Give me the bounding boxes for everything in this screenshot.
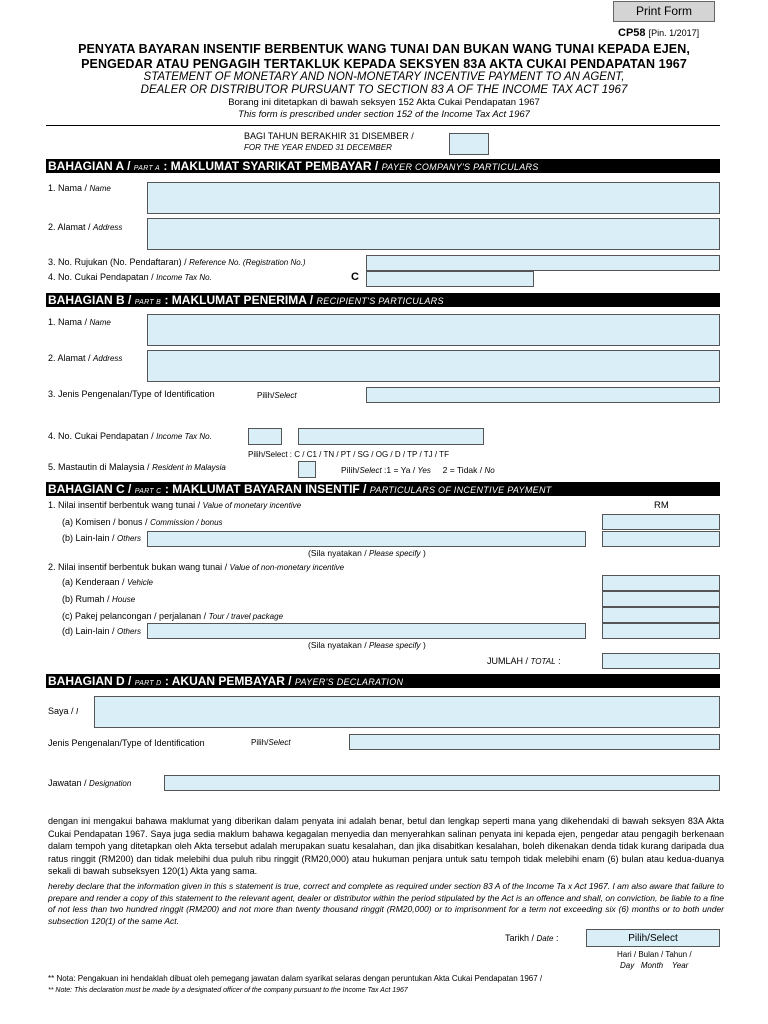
print-form-button[interactable]: Print Form [613, 1, 715, 22]
part-b-id-select-en: Select [274, 391, 297, 400]
part-c-specify-2-close: ) [422, 640, 426, 650]
part-c-specify-2-ms: (Sila nyatakan / [308, 640, 367, 650]
part-d-id-select-en: Select [268, 738, 291, 747]
part-a-name-en: Name [89, 184, 111, 193]
part-c-specify-1-close: ) [422, 548, 426, 558]
part-d-saya-en: I [76, 707, 79, 716]
part-c-commission-label [62, 517, 223, 527]
part-b-header [46, 293, 720, 307]
note-ms: ** Nota: Pengakuan ini hendaklah dibuat oleh pemegang jawatan dalam syarikat selaras dengan peruntukan Akta Cukai Pendapatan 1967 / [48, 974, 543, 983]
part-b-tax-label [48, 431, 212, 441]
designation-field[interactable] [164, 775, 720, 791]
part-d-header [46, 674, 720, 688]
part-b-resident-hint-en: Select [359, 466, 382, 475]
part-c-others-en: Others [117, 534, 142, 543]
year-input[interactable] [449, 133, 489, 155]
part-b-tax-en: Income Tax No. [156, 432, 212, 441]
part-c-header [46, 482, 720, 496]
date-format-en: Day Month Year [620, 961, 689, 970]
form-code-label: CP58 [618, 27, 646, 39]
tax-prefix-c: C [351, 271, 359, 283]
part-b-resident-hint-yes: Yes [417, 466, 431, 475]
part-a-tax-text: 4. No. Cukai Pendapatan / [48, 272, 154, 282]
part-b-resident-label [48, 462, 226, 472]
part-d-heading-en: PAYER'S DECLARATION [294, 677, 404, 687]
part-c-others2-en: Others [117, 627, 142, 636]
part-d-id-select-hint [251, 738, 291, 747]
nonmonetary-others-specify-field[interactable] [147, 623, 586, 639]
form-version: [Pin. 1/2017] [648, 28, 700, 38]
part-c-house-label [62, 594, 135, 604]
part-a-heading: : MAKLUMAT SYARIKAT PEMBAYAR / [163, 159, 379, 173]
part-b-resident-hint [341, 465, 495, 475]
title-line-1: PENYATA BAYARAN INSENTIF BERBENTUK WANG TUNAI DAN BUKAN WANG TUNAI KEPADA EJEN, [78, 42, 690, 56]
part-c-vehicle-label [62, 577, 153, 587]
recipient-id-type-select[interactable] [366, 387, 720, 403]
part-b-name-text: 1. Nama / [48, 317, 88, 327]
part-a-ref-en: Reference No. (Registration No.) [189, 258, 306, 267]
part-a-title: BAHAGIAN A / [48, 159, 131, 173]
part-c-monetary-en: Value of monetary incentive [202, 501, 302, 510]
part-c-tour-text: (c) Pakej pelancongan / perjalanan / [62, 611, 207, 621]
part-c-monetary-label [48, 500, 301, 510]
declaration-ms: dengan ini mengakui bahawa maklumat yang diberikan dalam penyata ini adalah benar, betul dan lengkap seperti mana yang dikehendaki di bawah seksyen 83A Akta Cukai Pendapatan 1967. Saya juga sedia maklum bahawa kegagalan menyedia dan menyerahkan salinan penyata ini kepada ejen, pengedar atau pengagih berkenaan dalam tempoh yang ditetapkan oleh Akta tersebut adalah merupakan suatu kesalahan, dan jika disabitkan kesalahan, boleh dikenakan denda tidak kurang daripada dua ratus ringgit (RM200) dan tidak melebihi dua puluh ribu ringgit (RM20,000) atau hukuman penjara untuk satu tempoh tidak melebihi enam (6) bulan atau kedua-duanya sekali di bawah subseksyen 120(1) Akta yang sama. [48, 816, 724, 876]
part-d-saya-label [48, 706, 78, 716]
year-label: BAGI TAHUN BERAKHIR 31 DISEMBER / [244, 131, 414, 141]
date-format-ms: Hari / Bulan / Tahun / [617, 950, 692, 959]
part-a-ref-text: 3. No. Rujukan (No. Pendaftaran) / [48, 257, 187, 267]
part-b-address-text: 2. Alamat / [48, 353, 91, 363]
part-c-others-label [62, 533, 141, 543]
payer-address-field[interactable] [147, 218, 720, 250]
part-c-total-label [487, 656, 561, 666]
part-b-resident-en: Resident in Malaysia [152, 463, 226, 472]
total-amount-field[interactable] [602, 653, 720, 669]
part-b-address-label [48, 353, 122, 363]
part-c-total-en: TOTAL [530, 657, 556, 666]
part-c-others-text: (b) Lain-lain / [62, 533, 115, 543]
part-c-title: BAHAGIAN C / [48, 482, 132, 496]
part-d-id-label: Jenis Pengenalan/Type of Identification [48, 738, 205, 748]
part-b-id-select-ms: Pilih/ [257, 391, 275, 400]
part-b-id-select-hint [257, 391, 297, 400]
part-d-heading: : AKUAN PEMBAYAR / [164, 674, 292, 688]
part-b-name-label [48, 317, 111, 327]
subtitle-line-1: STATEMENT OF MONETARY AND NON-MONETARY INCENTIVE PAYMENT TO AN AGENT, [143, 71, 625, 83]
date-select-value: Pilih/Select [628, 933, 678, 944]
year-label-en: FOR THE YEAR ENDED 31 DECEMBER [244, 143, 392, 152]
part-b-resident-hint-ms: Pilih/ [341, 465, 360, 475]
recipient-tax-number-field[interactable] [298, 428, 484, 445]
part-c-total-colon: : [558, 656, 561, 666]
part-c-house-en: House [112, 595, 136, 604]
recipient-tax-prefix-select[interactable] [248, 428, 282, 445]
part-c-others2-text: (d) Lain-lain / [62, 626, 115, 636]
payer-reference-field[interactable] [366, 255, 720, 271]
declarant-id-type-select[interactable] [349, 734, 720, 750]
part-d-id-select-ms: Pilih/ [251, 738, 269, 747]
tour-amount-field[interactable] [602, 607, 720, 623]
date-label-colon: : [555, 933, 559, 943]
part-d-designation-en: Designation [89, 779, 132, 788]
part-b-resident-hint-2: 2 = Tidak / [442, 465, 485, 475]
part-c-monetary-text: 1. Nilai insentif berbentuk wang tunai / [48, 500, 201, 510]
part-a-part: PART A [133, 165, 160, 172]
part-c-commission-text: (a) Komisen / bonus / [62, 517, 148, 527]
part-a-tax-en: Income Tax No. [156, 273, 212, 282]
part-c-vehicle-en: Vehicle [127, 578, 154, 587]
part-d-saya-text: Saya / [48, 706, 74, 716]
part-b-tax-hint [248, 450, 449, 459]
title-line-2: PENGEDAR ATAU PENGAGIH TERTAKLUK KEPADA SEKSYEN 83A AKTA CUKAI PENDAPATAN 1967 [81, 57, 687, 71]
part-c-tour-en: Tour / travel package [208, 612, 284, 621]
part-c-total-text: JUMLAH / [487, 656, 529, 666]
resident-select[interactable] [298, 461, 316, 478]
part-c-nonmonetary-label [48, 562, 344, 572]
monetary-others-specify-field[interactable] [147, 531, 586, 547]
monetary-others-amount-field[interactable] [602, 531, 720, 547]
prescribed-ms: Borang ini ditetapkan di bawah seksyen 152 Akta Cukai Pendapatan 1967 [228, 97, 540, 108]
part-c-nonmonetary-text: 2. Nilai insentif berbentuk bukan wang tunai / [48, 562, 228, 572]
part-a-ref-label [48, 257, 306, 267]
recipient-name-field[interactable] [147, 314, 720, 346]
part-c-tour-label [62, 611, 283, 621]
date-select[interactable] [586, 929, 720, 947]
date-label-en: Date [536, 934, 554, 943]
part-c-specify-2 [308, 640, 426, 650]
part-a-address-text: 2. Alamat / [48, 222, 91, 232]
part-c-vehicle-text: (a) Kenderaan / [62, 577, 125, 587]
part-b-tax-hint-codes: C / C1 / TN / PT / SG / OG / D / TP / TJ / TF [294, 450, 449, 459]
prescribed-en: This form is prescribed under section 152 of the Income Tax Act 1967 [238, 109, 530, 120]
part-c-specify-2-en: Please specify [368, 641, 421, 650]
part-c-specify-1-ms: (Sila nyatakan / [308, 548, 367, 558]
part-b-id-label: 3. Jenis Pengenalan/Type of Identification [48, 389, 215, 399]
payer-name-field[interactable] [147, 182, 720, 214]
header-divider [46, 125, 720, 126]
payer-tax-number-field[interactable] [366, 271, 534, 287]
part-a-name-text: 1. Nama / [48, 183, 88, 193]
part-b-resident-hint-1: :1 = Ya / [381, 465, 418, 475]
subtitle-line-2: DEALER OR DISTRIBUTOR PURSUANT TO SECTION 83 A OF THE INCOME TAX ACT 1967 [140, 84, 628, 96]
vehicle-amount-field[interactable] [602, 575, 720, 591]
part-c-nonmonetary-en: Value of non-monetary incentive [229, 563, 345, 572]
part-b-resident-hint-no: No [484, 466, 495, 475]
part-d-title: BAHAGIAN D / [48, 674, 132, 688]
part-b-heading-en: RECIPIENT'S PARTICULARS [316, 296, 444, 306]
part-a-address-label [48, 222, 122, 232]
date-label [505, 933, 558, 943]
nonmonetary-others-amount-field[interactable] [602, 623, 720, 639]
part-c-house-text: (b) Rumah / [62, 594, 110, 604]
part-c-part: PART C [134, 488, 162, 495]
part-b-tax-text: 4. No. Cukai Pendapatan / [48, 431, 154, 441]
declarant-name-field[interactable] [94, 696, 720, 728]
part-a-name-label [48, 183, 111, 193]
note-en: ** Note: This declaration must be made by a designated officer of the company pursuant to the Income Tax Act 1967 [48, 987, 408, 994]
commission-amount-field[interactable] [602, 514, 720, 530]
form-code [618, 27, 699, 39]
part-b-title: BAHAGIAN B / [48, 293, 132, 307]
part-b-tax-hint-ms: Pilih/Select : [248, 450, 295, 459]
declaration-en: hereby declare that the information given in this s statement is true, correct and complete as required under section 83 A of the Income Ta x Act 1967. I am also aware that failure to prepare and render a copy of this statement to the relevant agent, dealer or distributor within the period stipulated by the Act is an offence and shall, on conviction, be liable to a fine of not less than two hundred ringgit (RM200) and not more than twenty thousand ringgit (RM20,000) or to imprisonment for a term not exceeding six (6) months or to both under subsection 120(1) of the same Act. [48, 881, 724, 926]
date-label-ms: Tarikh / [505, 933, 535, 943]
part-d-designation-text: Jawatan / [48, 778, 87, 788]
part-d-part: PART D [134, 680, 162, 687]
currency-rm: RM [654, 500, 669, 511]
part-a-heading-en: PAYER COMPANY'S PARTICULARS [381, 162, 539, 172]
part-d-designation-label [48, 778, 131, 788]
part-b-part: PART B [134, 299, 162, 306]
part-a-header [46, 159, 720, 173]
part-a-tax-label [48, 272, 212, 282]
house-amount-field[interactable] [602, 591, 720, 607]
recipient-address-field[interactable] [147, 350, 720, 382]
part-b-heading: : MAKLUMAT PENERIMA / [164, 293, 314, 307]
part-b-address-en: Address [93, 354, 123, 363]
part-c-heading-en: PARTICULARS OF INCENTIVE PAYMENT [369, 485, 552, 495]
part-a-address-en: Address [93, 223, 123, 232]
part-c-specify-1 [308, 548, 426, 558]
part-b-resident-text: 5. Mastautin di Malaysia / [48, 462, 150, 472]
part-c-commission-en: Commission / bonus [150, 518, 223, 527]
part-c-heading: : MAKLUMAT BAYARAN INSENTIF / [164, 482, 367, 496]
part-b-name-en: Name [89, 318, 111, 327]
part-c-others2-label [62, 626, 141, 636]
part-c-specify-1-en: Please specify [368, 549, 421, 558]
